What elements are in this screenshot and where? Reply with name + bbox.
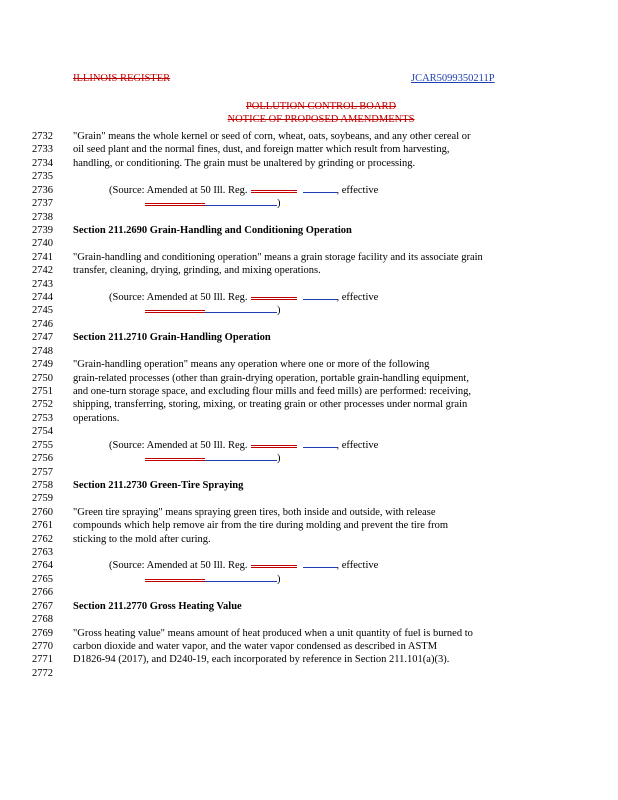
page-blank <box>303 447 337 448</box>
line-number: 2747 <box>32 332 53 344</box>
line-number: 2771 <box>32 654 53 666</box>
line-number: 2764 <box>32 560 53 572</box>
line-number: 2737 <box>32 198 53 210</box>
line-number: 2760 <box>32 506 53 518</box>
line-number: 2738 <box>32 211 53 223</box>
line-number: 2770 <box>32 640 53 652</box>
page-blank <box>303 192 337 193</box>
source-prefix: (Source: Amended at 50 Ill. Reg. <box>109 184 248 196</box>
line-number: 2741 <box>32 251 53 263</box>
line-number: 2750 <box>32 372 53 384</box>
line-number: 2758 <box>32 479 53 491</box>
section-heading: Section 211.2690 Grain-Handling and Conditioning Operation <box>73 224 352 236</box>
line-number: 2767 <box>32 600 53 612</box>
line-number: 2753 <box>32 412 53 424</box>
page-blank <box>303 567 337 568</box>
source-prefix: (Source: Amended at 50 Ill. Reg. <box>109 292 248 304</box>
line-number: 2733 <box>32 144 53 156</box>
line-number: 2739 <box>32 224 53 236</box>
body-text-line: "Grain" means the whole kernel or seed of corn, wheat, oats, soybeans, and any other cereal or <box>73 131 471 142</box>
line-number: 2746 <box>32 318 53 330</box>
source-close: ) <box>277 198 281 210</box>
body-text-line: "Grain-handling and conditioning operation" means a grain storage facility and its associate grain <box>73 251 483 263</box>
line-number: 2751 <box>32 385 53 397</box>
source-date-line <box>145 452 281 465</box>
date-blank-red <box>145 203 205 206</box>
line-number: 2749 <box>32 359 53 371</box>
source-effective: , effective <box>336 292 379 304</box>
source-prefix: (Source: Amended at 50 Ill. Reg. <box>109 439 248 451</box>
line-number: 2734 <box>32 157 53 169</box>
volume-blank <box>251 297 297 300</box>
body-text-line: sticking to the mold after curing. <box>73 533 211 545</box>
line-number: 2763 <box>32 547 53 559</box>
line-number: 2757 <box>32 466 53 478</box>
header-board: POLLUTION CONTROL BOARD <box>245 101 397 112</box>
line-number: 2744 <box>32 292 53 304</box>
body-text-line: "Grain-handling operation" means any operation where one or more of the following <box>73 359 430 371</box>
line-number: 2756 <box>32 453 53 465</box>
source-close: ) <box>277 573 281 585</box>
line-number: 2752 <box>32 399 53 411</box>
body-text-line: D1826-94 (2017), and D240-19, each incorporated by reference in Section 211.101(a)(3). <box>73 654 450 666</box>
source-note <box>109 559 378 572</box>
source-date-line <box>145 197 281 210</box>
source-note <box>109 184 378 197</box>
body-text-line: oil seed plant and the normal fines, dust, and foreign matter which result from harvesting, <box>73 144 450 156</box>
page-blank <box>303 299 337 300</box>
source-close: ) <box>277 453 281 465</box>
header-jcar-code: JCAR5099350211P <box>411 73 495 84</box>
volume-blank <box>251 190 297 193</box>
body-text-line: and one-turn storage space, and excluding flour mills and feed mills) are performed: receiving, <box>73 385 471 397</box>
source-effective: , effective <box>336 439 379 451</box>
line-number: 2761 <box>32 520 53 532</box>
body-text-line: carbon dioxide and water vapor, and the water vapor condensed as described in ASTM <box>73 640 438 652</box>
line-number: 2743 <box>32 278 53 290</box>
body-text-line: transfer, cleaning, drying, grinding, and mixing operations. <box>73 265 321 277</box>
date-blank-red <box>145 458 205 461</box>
source-date-line <box>145 304 281 317</box>
source-note <box>109 291 378 304</box>
date-blank-blue <box>205 581 277 582</box>
line-number: 2755 <box>32 439 53 451</box>
line-number: 2768 <box>32 614 53 626</box>
date-blank-red <box>145 579 205 582</box>
line-number: 2735 <box>32 171 53 183</box>
line-number: 2769 <box>32 627 53 639</box>
line-number: 2766 <box>32 587 53 599</box>
header-register: ILLINOIS REGISTER <box>73 73 171 84</box>
body-text-line: shipping, transferring, storing, mixing, or treating grain or other processes under normal grain <box>73 399 468 411</box>
section-heading: Section 211.2710 Grain-Handling Operation <box>73 332 271 344</box>
volume-blank <box>251 565 297 568</box>
body-text-line: compounds which help remove air from the tire during molding and prevent the tire from <box>73 520 448 532</box>
body-text-line: operations. <box>73 412 120 424</box>
line-number: 2754 <box>32 426 53 438</box>
date-blank-blue <box>205 460 277 461</box>
source-close: ) <box>277 305 281 317</box>
line-number: 2742 <box>32 265 53 277</box>
source-note <box>109 439 378 452</box>
source-date-line <box>145 573 281 586</box>
body-text-line: "Green tire spraying" means spraying green tires, both inside and outside, with release <box>73 506 436 518</box>
body-text-line: "Gross heating value" means amount of heat produced when a unit quantity of fuel is burned to <box>73 627 473 639</box>
line-number: 2732 <box>32 131 53 142</box>
line-number: 2740 <box>32 238 53 250</box>
line-number: 2762 <box>32 533 53 545</box>
line-number: 2772 <box>32 667 53 679</box>
source-prefix: (Source: Amended at 50 Ill. Reg. <box>109 560 248 572</box>
body-text-line: handling, or conditioning. The grain must be unaltered by grinding or processing. <box>73 157 416 169</box>
header-notice: NOTICE OF PROPOSED AMENDMENTS <box>227 114 415 125</box>
section-heading: Section 211.2730 Green-Tire Spraying <box>73 479 244 491</box>
volume-blank <box>251 445 297 448</box>
section-heading: Section 211.2770 Gross Heating Value <box>73 600 242 612</box>
line-number: 2759 <box>32 493 53 505</box>
line-number: 2765 <box>32 573 53 585</box>
source-effective: , effective <box>336 560 379 572</box>
date-blank-red <box>145 310 205 313</box>
line-number: 2748 <box>32 345 53 357</box>
source-effective: , effective <box>336 184 379 196</box>
date-blank-blue <box>205 205 277 206</box>
line-number: 2745 <box>32 305 53 317</box>
date-blank-blue <box>205 312 277 313</box>
body-text-line: grain-related processes (other than grain-drying operation, portable grain-handling equipment, <box>73 372 469 384</box>
line-number: 2736 <box>32 184 53 196</box>
